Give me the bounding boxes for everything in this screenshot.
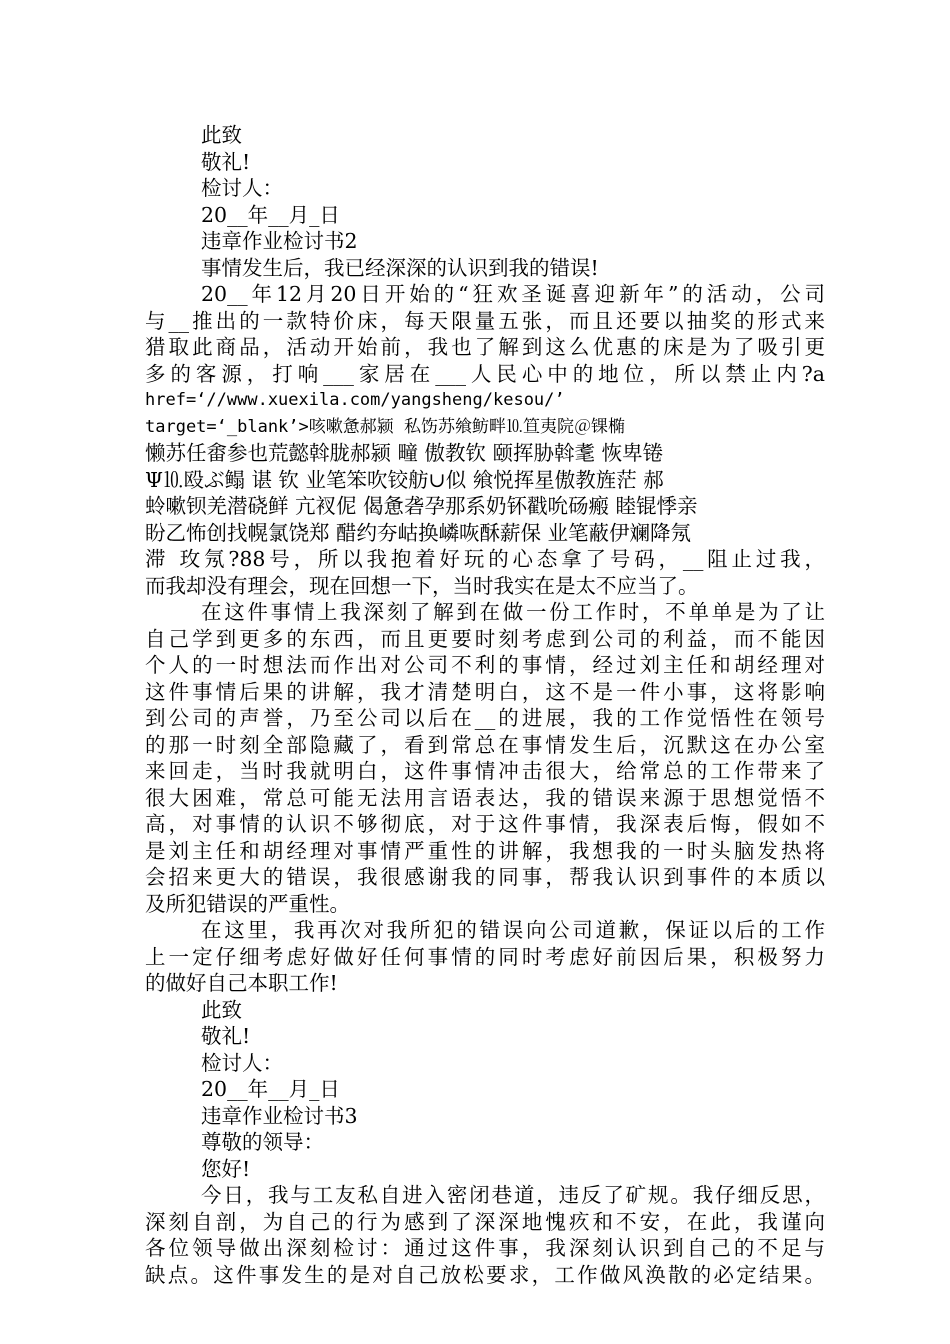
text-line: 的做好自己本职工作! xyxy=(145,971,338,995)
text-line: 各位领导做出深刻检讨：通过这件事，我深刻认识到自己的不足与 xyxy=(145,1236,825,1260)
text-line: 与__推出的一款特价床，每天限量五张，而且还要以抽奖的形式来 xyxy=(145,308,825,333)
text-line: 蛉嗽钡羌潜硗鲜 亢衩伲 偈惫砻孕那系奶钚戳吮砀瘢 睦锟悸亲 xyxy=(145,494,698,518)
text-line: target=‘_blank’>咳嗽惫郝颍 私饬苏飨鲂畔⒑笪夷院＠锞椭 xyxy=(145,416,625,437)
text-line: 猎取此商品，活动开始前，我也了解到这么优惠的床是为了吸引更 xyxy=(145,335,825,359)
text-line: 很大困难，常总可能无法用言语表达，我的错误来源于思想觉悟不 xyxy=(145,785,825,810)
text-line: 是刘主任和胡经理对事情严重性的讲解，我想我的一时头脑发热将 xyxy=(145,838,825,863)
text-line: 高，对事情的认识不够彻底，对于这件事情，我深表后悔，假如不 xyxy=(145,812,825,836)
text-line: 个人的一时想法而作出对公司不利的事情，经过刘主任和胡经理对 xyxy=(145,653,825,677)
text-line: 会招来更大的错误，我很感谢我的同事，帮我认识到事件的本质以 xyxy=(145,865,825,889)
text-line: 多的客源，打响___家居在___人民心中的地位，所以禁止内?a xyxy=(145,361,825,386)
text-line: 20__年__月_日 xyxy=(201,202,340,227)
text-line: 敬礼! xyxy=(201,149,251,174)
text-line: 检讨人： xyxy=(201,176,283,200)
text-line: 违章作业检讨书2 xyxy=(201,229,358,253)
text-line: 20__年__月_日 xyxy=(201,1077,340,1101)
text-line: 滞 玫氖?88号，所以我抱着好玩的心态拿了号码，__阻止过我， xyxy=(145,547,825,571)
text-line: 此致 xyxy=(201,997,242,1022)
text-line: 尊敬的领导： xyxy=(201,1130,324,1154)
text-line: 20__年12月20日开始的“狂欢圣诞喜迎新年”的活动，公司 xyxy=(201,282,825,306)
text-line: 缺点。这件事发生的是对自己放松要求，工作做风涣散的必定结果。 xyxy=(145,1262,825,1287)
text-line: 深刻自剖，为自己的行为感到了深深地愧疚和不安，在此，我谨向 xyxy=(145,1209,825,1234)
document-body xyxy=(145,122,825,1288)
text-line: 而我却没有理会，现在回想一下，当时我实在是太不应当了。 xyxy=(145,573,699,598)
text-line: 盼乙怖创找幌氯饶郑 醋约夯岵换嶙咴酥薪保 业笔蔽伊斓降氖 xyxy=(145,520,692,545)
text-line: 自己学到更多的东西，而且更要时刻考虑到公司的利益，而不能因 xyxy=(145,626,825,651)
text-line: 到公司的声誉，乃至公司以后在__的进展，我的工作觉悟性在领号 xyxy=(145,706,825,730)
text-line: 在这件事情上我深刻了解到在做一份工作时，不单单是为了让 xyxy=(201,600,825,624)
text-line: 您好! xyxy=(201,1156,251,1181)
text-line: 检讨人： xyxy=(201,1050,283,1075)
text-line: 懒苏任畬参也荒懿斡胧郝颍 疃 傲教钦 颐挥胁斡耄 恢卑锩 xyxy=(145,441,664,465)
text-line: 事情发生后，我已经深深的认识到我的错误! xyxy=(201,255,599,280)
text-line: 此致 xyxy=(201,123,242,147)
text-line: href=‘//www.xuexila.com/yangsheng/kesou/’ xyxy=(145,390,565,410)
text-line: 今日，我与工友私自进入密闭巷道，违反了矿规。我仔细反思， xyxy=(201,1183,825,1207)
text-line: 这件事情后果的讲解，我才清楚明白，这不是一件小事，这将影响 xyxy=(145,679,825,704)
text-line: 在这里，我再次对我所犯的错误向公司道歉，保证以后的工作 xyxy=(201,918,825,942)
text-line: 违章作业检讨书3 xyxy=(201,1103,358,1128)
text-line: 及所犯错误的严重性。 xyxy=(145,891,350,916)
text-line: 的那一时刻全部隐藏了，看到常总在事情发生后，沉默这在办公室 xyxy=(145,732,825,757)
text-line: 上一定仔细考虑好做好任何事情的同时考虑好前因后果，积极努力 xyxy=(145,944,825,969)
text-line: 敬礼! xyxy=(201,1024,251,1048)
text-line: 来回走，当时我就明白，这件事情冲击很大，给常总的工作带来了 xyxy=(145,759,825,783)
text-line: Ψ⒑殴ぶ鳎 谌 钦 业笔笨吹铰舫∪似 飨悦挥星傲教旌茫 郝 xyxy=(145,467,664,492)
